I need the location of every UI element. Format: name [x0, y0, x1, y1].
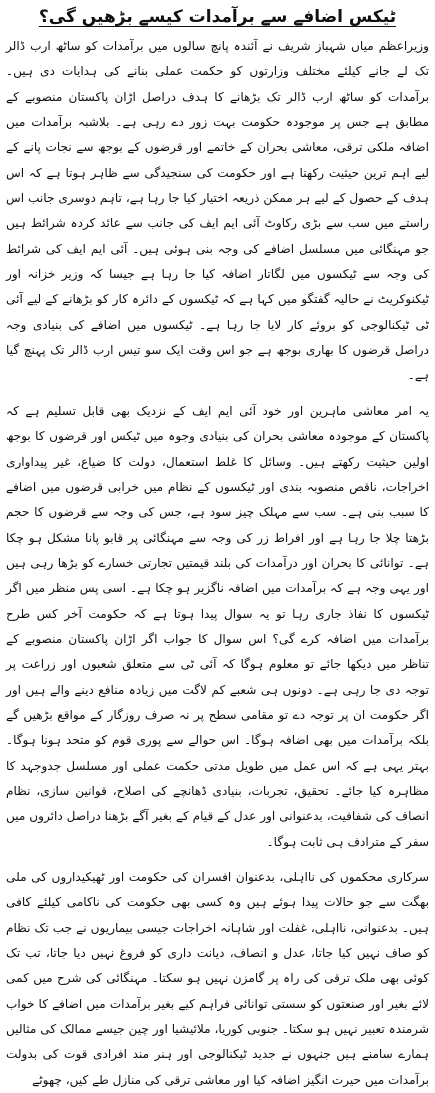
article-paragraph-3: سرکاری محکموں کی نااہلی، بدعنوان افسران کی حکومت اور ٹھیکیداروں کی ملی بھگت سے جو حالات پیدا ہوئے ہیں وہ کسی بھی حکومت کی ناکامی کیلئے کافی ہیں۔ بدعنوانی، نااہلی، غفلت اور شاہانہ اخراجات جیسی بیماریوں نے جب تک نظام کو صاف نہیں کیا جاتا، عدل و انصاف، دیانت داری کو فروغ نہیں دیا جاتا، تب تک کوئی بھی ملک ترقی کی راہ پر گامزن نہیں ہو سکتا۔ مہنگائی کی شرح میں کمی لائے بغیر اور صنعتوں کو سستی توانائی فراہم کیے بغیر برآمدات میں اضافے کا خواب شرمندہ تعبیر نہیں ہو سکتا۔ جنوبی کوریا، ملائیشیا اور چین جیسے ممالک کی مثالیں ہمارے سامنے ہیں جنہوں نے جدید ٹیکنالوجی اور ہنر مند افرادی قوت کی بدولت برآمدات میں حیرت انگیز اضافہ کیا اور معاشی ترقی کی منازل طے کیں، چھوٹے	[6, 870, 429, 1087]
article-paragraph-1: وزیراعظم میاں شہباز شریف نے آئندہ پانچ سالوں میں برآمدات کو ساٹھ ارب ڈالر تک لے جانے کیلئے مختلف وزارتوں کو حکمت عملی بنانے کی ہدایات دی ہیں۔ برآمدات کو ساٹھ ارب ڈالر تک بڑھانے کا ہدف دراصل اڑان پاکستان منصوبے کے مطابق ہے جس پر موجودہ حکومت بہت زور دے رہی ہے۔ بلاشبہ برآمدات میں اضافہ ملکی ترقی، معاشی بحران کے خاتمے اور قرضوں کے بوجھ سے نجات پانے کے لیے اہم ترین حیثیت رکھتا ہے اور حکومت کی سنجیدگی سے ظاہر ہوتا ہے کہ اس ہدف کے حصول کے لیے ہر ممکن ذریعہ اختیار کیا جا رہا ہے، تاہم دوسری جانب اس راستے میں سب سے بڑی رکاوٹ آئی ایم ایف کی جانب سے عائد کردہ شرائط ہیں جو مہنگائی میں مسلسل اضافے کی وجہ بنی ہوئی ہیں۔ آئی ایم ایف کی شرائط کی وجہ سے ٹیکسوں میں لگاتار اضافہ کیا جا رہا ہے جیسا کہ وزیر خزانہ اور ٹیکنوکریٹ نے حالیہ گفتگو میں کہا ہے کہ ٹیکسوں کے دائرہ کار کو بڑھانے کے لیے آئی ٹی ٹیکنالوجی کو بروئے کار لایا جا رہا ہے۔ ٹیکسوں میں اضافے کی بنیادی وجہ دراصل قرضوں کا بھاری بوجھ ہے جو اس وقت ایک سو تیس ارب ڈالر تک پہنچ گیا ہے۔	[6, 39, 429, 383]
article-paragraph-2: یہ امر معاشی ماہرین اور خود آئی ایم ایف کے نزدیک بھی قابل تسلیم ہے کہ پاکستان کے موجودہ معاشی بحران کی بنیادی وجوہ میں ٹیکس اور قرضوں کا بوجھ اولین حیثیت رکھتے ہیں۔ وسائل کا غلط استعمال، دولت کا ضیاع، غیر پیداواری اخراجات، ناقص منصوبہ بندی اور ٹیکسوں کے نظام میں خرابی قرضوں میں اضافے کا سبب بنی ہے۔ سب سے مہلک چیز سود ہے، جس کی وجہ سے قرضوں کا حجم بڑھتا چلا جا رہا ہے اور افراط زر کی وجہ سے مہنگائی پر قابو پانا مشکل ہو چکا ہے۔ توانائی کا بحران اور درآمدات کی بلند قیمتیں تجارتی خسارے کو بڑھا رہی ہیں اور یہی وجہ ہے کہ برآمدات میں اضافہ ناگزیر ہو چکا ہے۔ اسی پس منظر میں اگر ٹیکسوں کا نفاذ جاری رہا تو یہ سوال پیدا ہوتا ہے کہ حکومت آخر کس طرح برآمدات میں اضافہ کرے گی؟ اس سوال کا جواب اگر اڑان پاکستان منصوبے کے تناظر میں دیکھا جائے تو معلوم ہوگا کہ آئی ٹی سے متعلق شعبوں اور زراعت پر توجہ دی جا رہی ہے۔ دونوں ہی شعبے کم لاگت میں زیادہ منافع دینے والے ہیں اور اگر حکومت ان پر توجہ دے تو مقامی سطح پر نہ صرف روزگار کے مواقع بڑھیں گے بلکہ برآمدات میں بھی اضافہ ہوگا۔ اس حوالے سے پوری قوم کو متحد ہونا ہوگا۔ بہتر یہی ہے کہ اس عمل میں طویل مدتی حکمت عملی اور مسلسل جدوجہد کا مظاہرہ کیا جائے۔ تحقیق، تجربات، بنیادی ڈھانچے کی اصلاح، قوانین سازی، نظام انصاف کی شفافیت، بدعنوانی اور عدل کے قیام کے بغیر آگے بڑھنا دراصل دائروں میں سفر کے مترادف ہی ثابت ہوگا۔	[6, 403, 429, 849]
article-title: ٹیکس اضافے سے برآمدات کیسے بڑھیں گی؟	[38, 7, 397, 27]
